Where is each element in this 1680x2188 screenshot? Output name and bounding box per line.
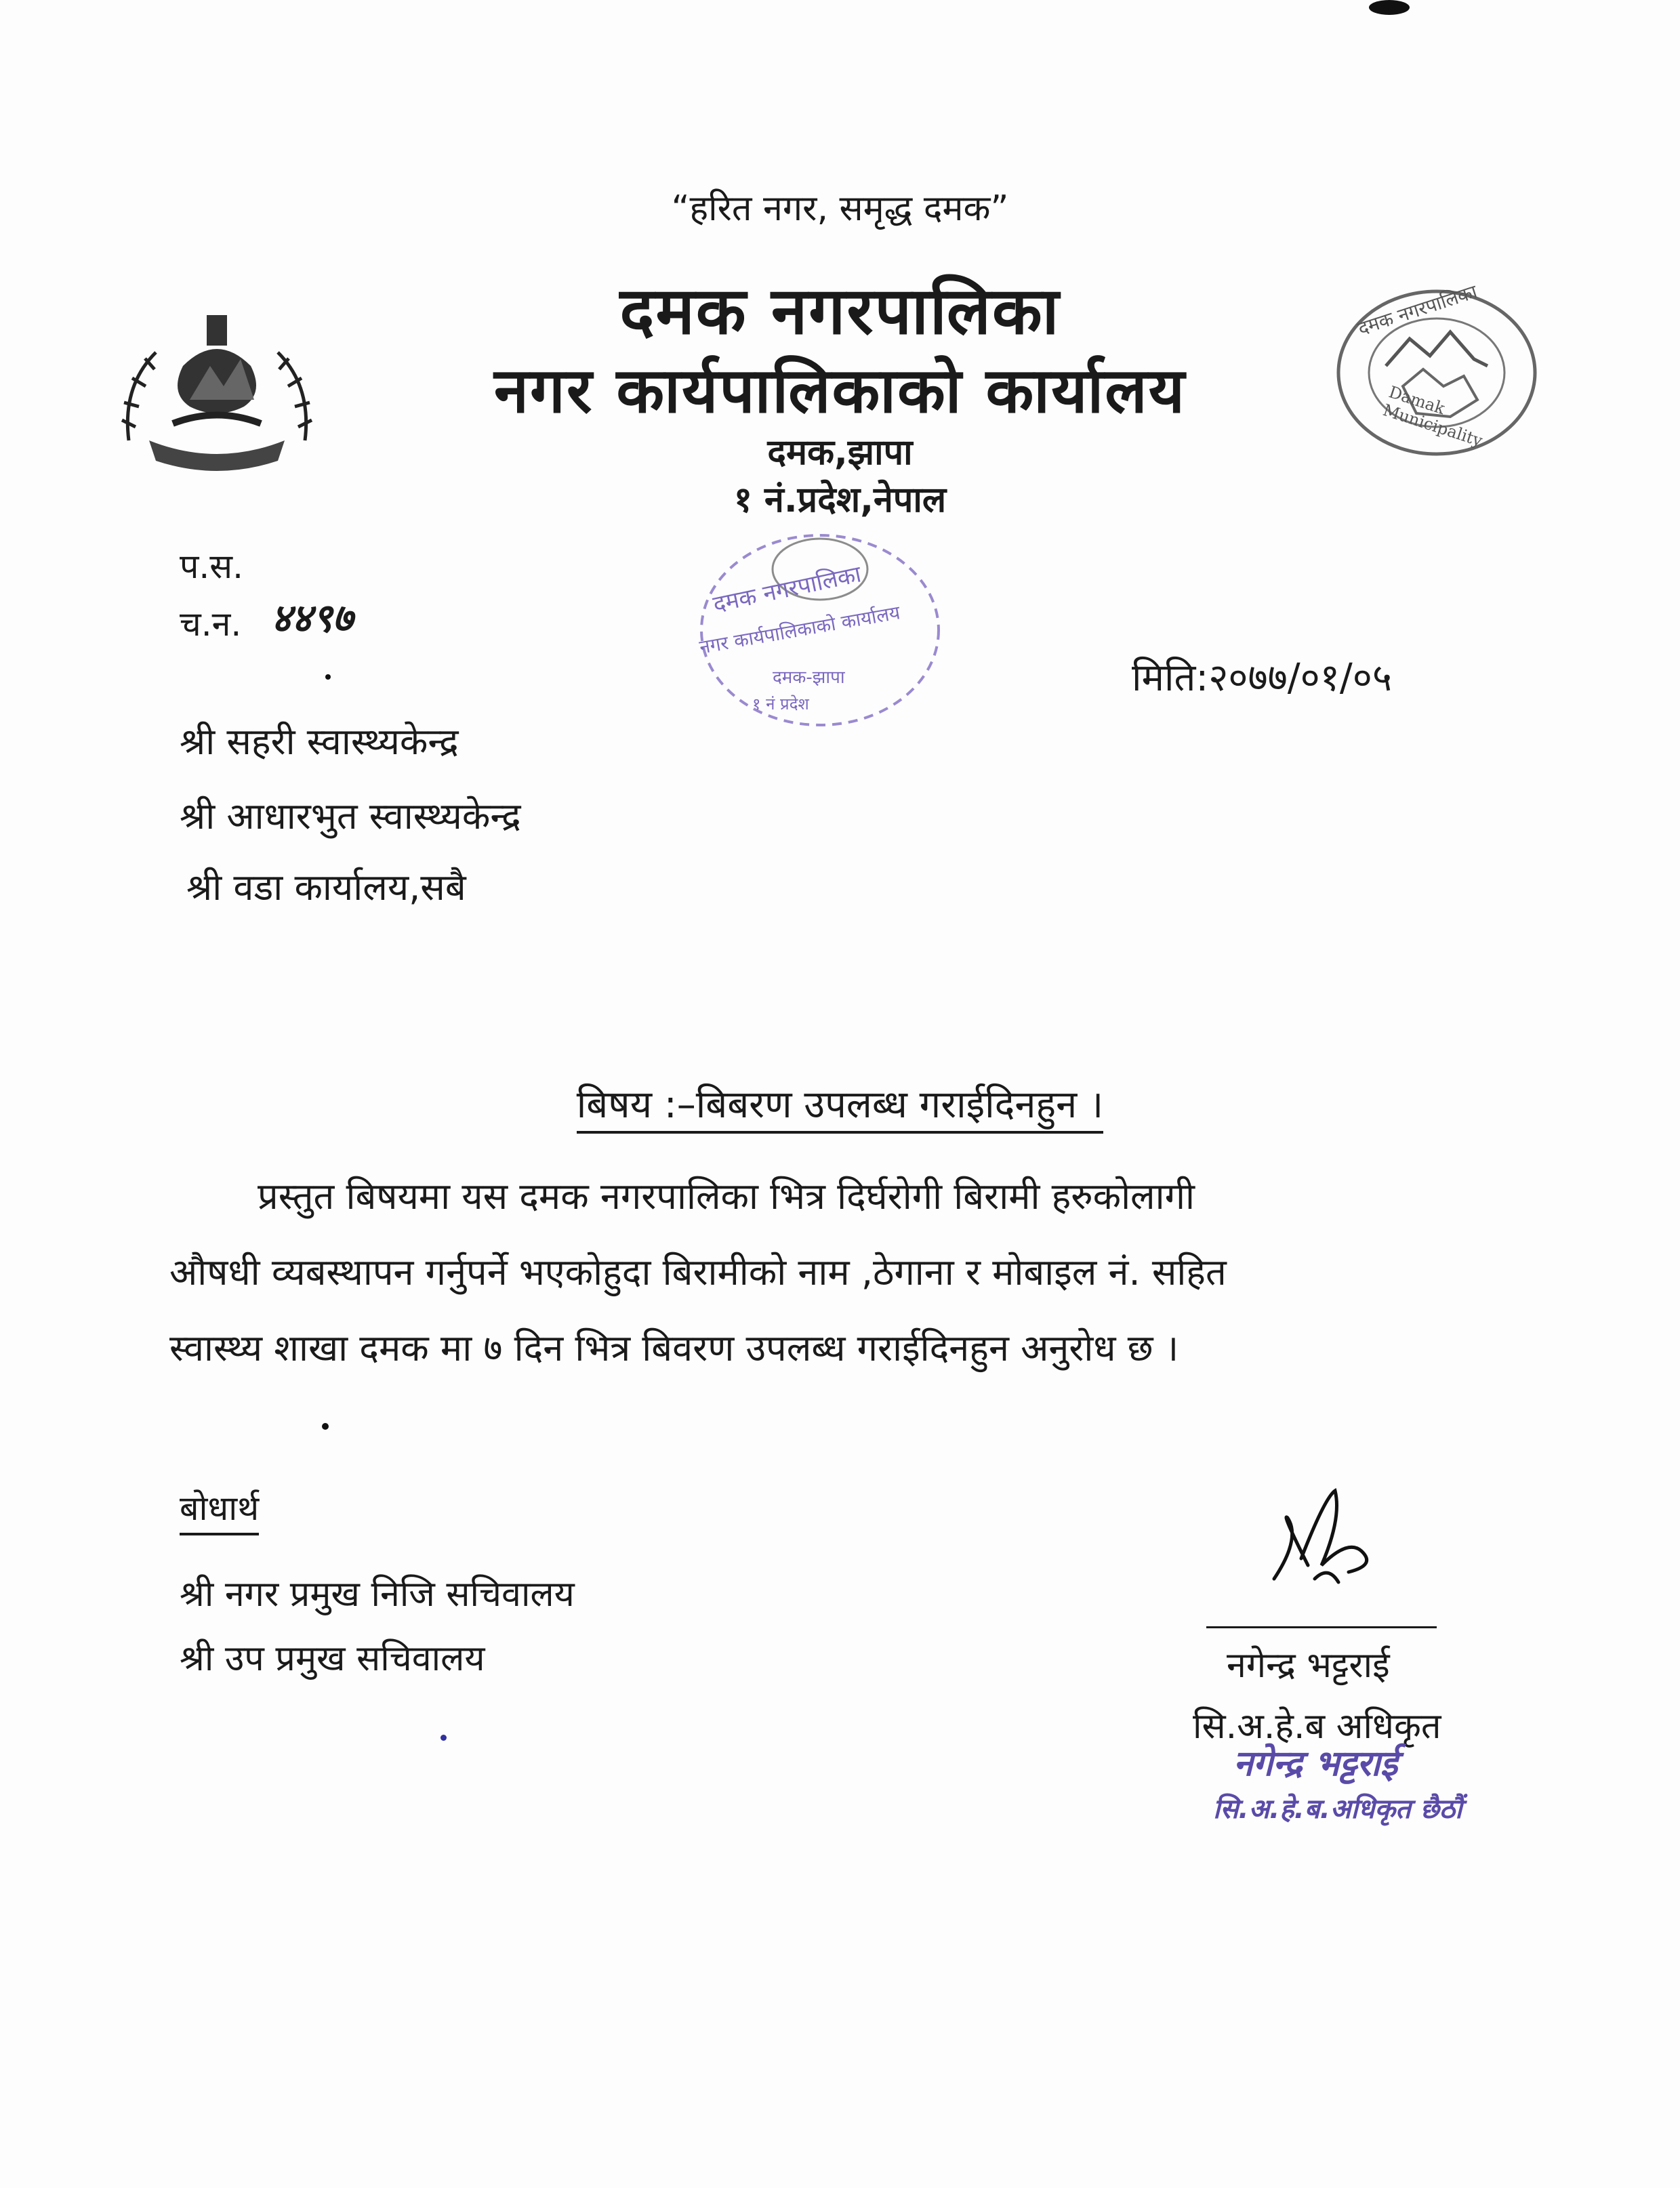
address-line-2: १ नं.प्रदेश,नेपाल	[733, 480, 947, 520]
subject-line	[0, 1077, 1680, 1129]
motto: “हरित नगर, समृद्ध दमक”	[671, 188, 1009, 229]
scan-speck	[322, 1423, 329, 1430]
body-line-3: स्वास्थ्य शाखा दमक मा ७ दिन भित्र बिवरण उपलब्ध गराईदिनहुन अनुरोध छ ।	[169, 1327, 1179, 1369]
signer-title: सि.अ.हे.ब अधिकृत	[1193, 1706, 1441, 1747]
cc-item-2: श्री उप प्रमुख सचिवालय	[180, 1638, 485, 1679]
signer-name: नगेन्द्र भट्टराई	[1227, 1645, 1390, 1686]
addressee-1: श्री सहरी स्वास्थ्यकेन्द्र	[180, 720, 459, 763]
letter-date: मिति:२०७७/०१/०५	[1132, 656, 1392, 700]
name-stamp: नगेन्द्र भट्टराई	[1233, 1743, 1398, 1784]
cc-item-1: श्री नगर प्रमुख निजि सचिवालय	[180, 1574, 575, 1615]
address-line-1: दमक,झापा	[767, 432, 913, 473]
chn-label: च.न.	[180, 604, 242, 644]
body-line-2: औषधी व्यबस्थापन गर्नुपर्ने भएकोहुदा बिरामीको नाम ,ठेगाना र मोबाइल नं. सहित	[169, 1251, 1227, 1294]
signature-line	[1206, 1626, 1437, 1628]
seal-text-np: दमक नगरपालिका	[1355, 280, 1480, 340]
seal-text-en: Damak Municipality	[1380, 382, 1485, 451]
body-line-1: प्रस्तुत बिषयमा यस दमक नगरपालिका भित्र दिर्घरोगी बिरामी हरुकोलागी	[258, 1175, 1195, 1218]
cc-label: बोधार्थ	[180, 1484, 259, 1535]
handwritten-signature	[1261, 1477, 1396, 1599]
office-stamp	[684, 515, 956, 732]
subject-text: बिषय :–बिबरण उपलब्ध गराईदिनहुन ।	[577, 1083, 1104, 1134]
scan-speck	[1369, 0, 1410, 15]
office-stamp-line4: १ नं प्रदेश	[752, 695, 809, 714]
addressee-3: श्री वडा कार्यालय,सबै	[186, 866, 466, 909]
addressee-2: श्री आधारभुत स्वास्थ्यकेन्द्र	[180, 795, 521, 838]
office-stamp-line1: दमक नगरपालिका	[710, 560, 864, 619]
office-stamp-line2: नगर कार्यपालिकाको कार्यालय	[697, 601, 902, 659]
ps-label: प.स.	[180, 547, 243, 586]
title-stamp: सि.अ.हे.ब.अधिकृत छैठौं	[1213, 1794, 1462, 1825]
scan-speck	[325, 674, 331, 680]
municipality-name: दमक नगरपालिका	[619, 273, 1061, 349]
scan-speck	[441, 1735, 447, 1741]
chn-value: ४४९७	[271, 595, 353, 641]
office-name: नगर कार्यपालिकाको कार्यालय	[493, 354, 1187, 427]
office-stamp-line3: दमक-झापा	[773, 667, 845, 688]
